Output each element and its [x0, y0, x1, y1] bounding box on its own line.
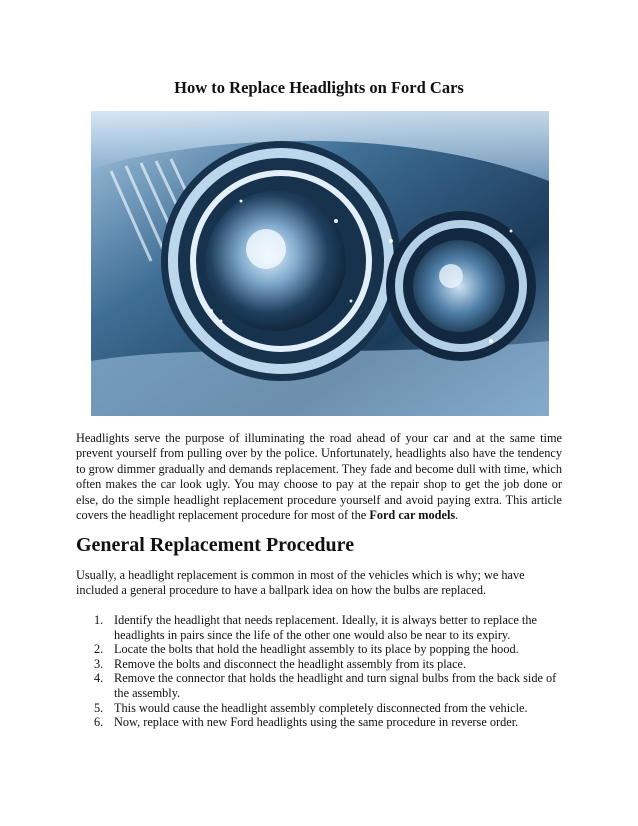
section-heading: General Replacement Procedure [76, 534, 355, 556]
step-text: Identify the headlight that needs replacement. Ideally, it is always better to replace the headlights in pairs since the life of the other one would also be near to its expiry. [114, 613, 537, 642]
list-item [76, 613, 566, 642]
list-item [76, 671, 566, 700]
step-text: Locate the bolts that hold the headlight assembly to its place by popping the hood. [114, 642, 519, 657]
step-text: Remove the connector that holds the headlight and turn signal bulbs from the back side of the assembly. [114, 671, 557, 700]
intro-paragraph [76, 431, 562, 523]
list-item [76, 657, 566, 672]
list-item [76, 715, 566, 730]
intro-period: . [455, 508, 459, 523]
step-number: 5. [94, 700, 104, 715]
section-intro-paragraph: Usually, a headlight replacement is common in most of the vehicles which is why; we have included a general procedure to have a ballpark idea on how the bulbs are replaced. [76, 568, 525, 598]
step-number: 6. [94, 715, 104, 730]
step-text: Remove the bolts and disconnect the headlight assembly from its place. [114, 656, 467, 671]
list-item [76, 701, 566, 716]
ford-car-models-bold: Ford car models [369, 508, 456, 523]
step-number: 2. [94, 642, 104, 657]
procedure-steps-list [76, 613, 566, 730]
intro-text: Headlights serve the purpose of illuminating the road ahead of your car and at the same time prevent yourself from pulling over by the police. Unfortunately, headlights also have the tendency to grow dimmer gradually and demands replacement. They fade and become dull with time, which often makes the car look ugly. You may choose to pay at the repair shop to get the job done or else, do the simple headlight replacement procedure yourself and avoid paying extra. This article covers the headlight replacement procedure for most of the [76, 431, 562, 523]
step-number: 1. [94, 613, 104, 627]
list-item [76, 642, 566, 657]
headlight-illustration [91, 111, 549, 416]
step-text: This would cause the headlight assembly completely disconnected from the vehicle. [114, 700, 528, 715]
step-number: 3. [94, 656, 104, 671]
step-number: 4. [94, 671, 104, 686]
step-text: Now, replace with new Ford headlights using the same procedure in reverse order. [114, 715, 519, 730]
page-title: How to Replace Headlights on Ford Cars [174, 78, 464, 97]
headlight-photo [91, 111, 549, 416]
